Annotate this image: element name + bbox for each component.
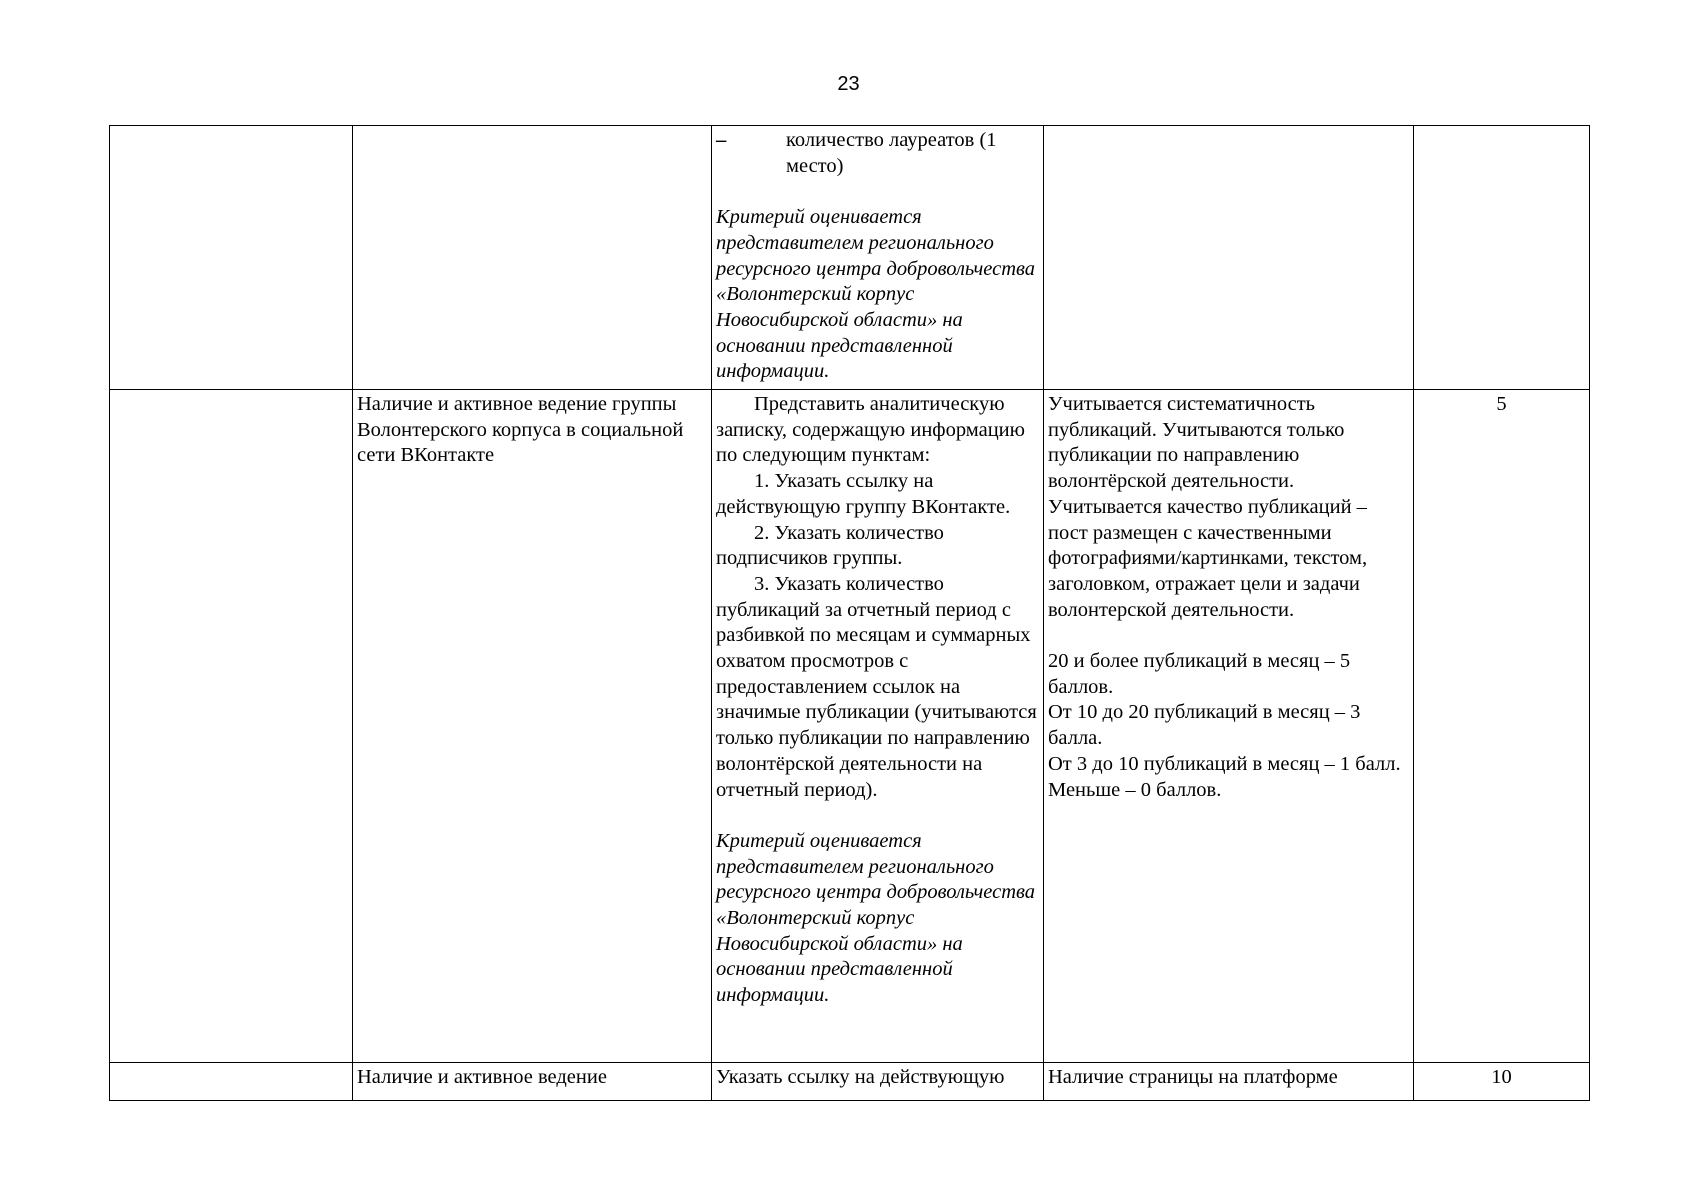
criteria-group-cell bbox=[110, 1063, 353, 1101]
score-cell bbox=[1414, 126, 1590, 390]
score-cell bbox=[1414, 390, 1590, 1063]
dash-list-item bbox=[716, 128, 1039, 179]
dash-item-text: количество лауреатов (1 место) bbox=[786, 129, 997, 177]
evaluation-text: От 10 до 20 публикаций в месяц – 3 балла. bbox=[1048, 701, 1361, 750]
requirement-note: Критерий оценивается представителем регионального ресурсного центра добровольчества «Волонтерский корпус Новосибирской области» на основании представленной информации. bbox=[716, 206, 1036, 383]
criteria-table bbox=[109, 125, 1590, 1101]
evaluation-cell bbox=[1044, 126, 1414, 390]
dash-marker: – bbox=[716, 129, 727, 151]
requirement-item: 1. Указать ссылку на действующую группу ВКонтакте. bbox=[716, 470, 1011, 518]
indicator-cell bbox=[353, 1063, 712, 1101]
evaluation-text: Учитывается систематичность публикаций. Учитываются только публикации по направлению волонтёрской деятельности. bbox=[1048, 393, 1345, 493]
evaluation-text: Учитывается качество публикаций – пост размещен с качественными фотографиями/картинками, текстом, заголовком, отражает цели и задачи волонтерской деятельности. bbox=[1048, 495, 1368, 621]
evaluation-text: Наличие страницы на платформе bbox=[1048, 1066, 1338, 1088]
indicator-cell bbox=[353, 126, 712, 390]
table-row bbox=[110, 126, 1590, 390]
table-row bbox=[110, 390, 1590, 1063]
requirement-intro: Представить аналитическую записку, содержащую информацию по следующим пунктам: bbox=[716, 393, 1025, 467]
table-row bbox=[110, 1063, 1590, 1101]
requirement-cell bbox=[712, 126, 1044, 390]
page-number: 23 bbox=[837, 73, 860, 95]
evaluation-text: От 3 до 10 публикаций в месяц – 1 балл. bbox=[1048, 752, 1401, 775]
requirement-item: 3. Указать количество публикаций за отчетный период с разбивкой по месяцам и суммарных охватом просмотров с предоставлением ссылок на значимые публикации (учитываются только публикации по направлению волонтёрской деятельности на отчетный период). bbox=[716, 572, 1037, 801]
evaluation-cell bbox=[1044, 390, 1414, 1063]
evaluation-text: 20 и более публикаций в месяц – 5 баллов. bbox=[1048, 650, 1351, 698]
indicator-text: Наличие и активное ведение группы Волонтерского корпуса в социальной сети ВКонтакте bbox=[357, 393, 684, 467]
score-value: 10 bbox=[1491, 1066, 1512, 1088]
requirement-cell bbox=[712, 1063, 1044, 1101]
requirement-text: Указать ссылку на действующую bbox=[716, 1066, 1005, 1088]
evaluation-text: Меньше – 0 баллов. bbox=[1048, 778, 1222, 801]
requirement-cell bbox=[712, 390, 1044, 1063]
criteria-group-cell bbox=[110, 126, 353, 390]
requirement-item: 2. Указать количество подписчиков группы. bbox=[716, 521, 944, 570]
evaluation-cell bbox=[1044, 1063, 1414, 1101]
indicator-cell bbox=[353, 390, 712, 1063]
indicator-text: Наличие и активное ведение bbox=[357, 1066, 607, 1088]
criteria-group-cell bbox=[110, 390, 353, 1063]
requirement-note: Критерий оценивается представителем регионального ресурсного центра добровольчества «Волонтерский корпус Новосибирской области» на основании представленной информации. bbox=[716, 829, 1036, 1007]
score-value: 5 bbox=[1496, 393, 1507, 415]
score-cell bbox=[1414, 1063, 1590, 1101]
